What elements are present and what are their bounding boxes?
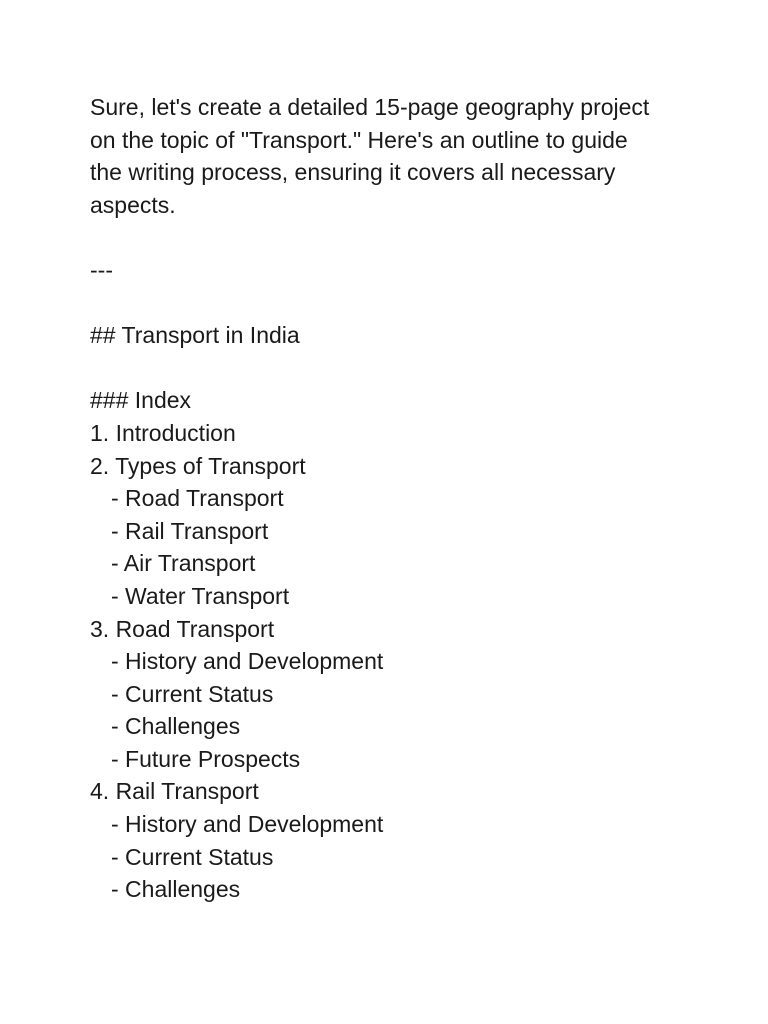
index-subitem-future-prospects: - Future Prospects	[111, 745, 301, 772]
index-subitem-current-status: - Current Status	[111, 680, 274, 707]
document-body	[90, 91, 690, 906]
index-item-road-transport: 3. Road Transport	[90, 615, 275, 642]
index-subitem-current-status: - Current Status	[111, 843, 274, 870]
index-subitem-road-transport: - Road Transport	[111, 485, 284, 512]
intro-line-1: Sure, let's create a detailed 15-page geography project	[90, 94, 650, 120]
blank-line	[90, 352, 690, 385]
index-subitem-rail-transport: - Rail Transport	[111, 517, 269, 544]
index-subitem-water-transport: - Water Transport	[111, 582, 290, 609]
intro-line-4: aspects.	[90, 191, 176, 218]
index-subitem-history-development: - History and Development	[111, 648, 384, 675]
index-item-rail-transport: 4. Rail Transport	[90, 778, 259, 805]
index-heading: ### Index	[90, 387, 192, 414]
index-item-introduction: 1. Introduction	[90, 419, 236, 446]
separator: ---	[90, 256, 113, 283]
index-item-types-of-transport: 2. Types of Transport	[90, 452, 306, 479]
blank-line	[90, 221, 690, 254]
blank-line	[90, 287, 690, 320]
index-subitem-challenges: - Challenges	[111, 876, 241, 903]
index-subitem-challenges: - Challenges	[111, 713, 241, 740]
index-subitem-history-development: - History and Development	[111, 811, 384, 838]
section-heading: ## Transport in India	[90, 322, 300, 349]
index-subitem-air-transport: - Air Transport	[111, 550, 256, 577]
intro-line-2: on the topic of "Transport." Here's an outline to guide	[90, 126, 628, 153]
intro-line-3: the writing process, ensuring it covers all necessary	[90, 159, 616, 186]
